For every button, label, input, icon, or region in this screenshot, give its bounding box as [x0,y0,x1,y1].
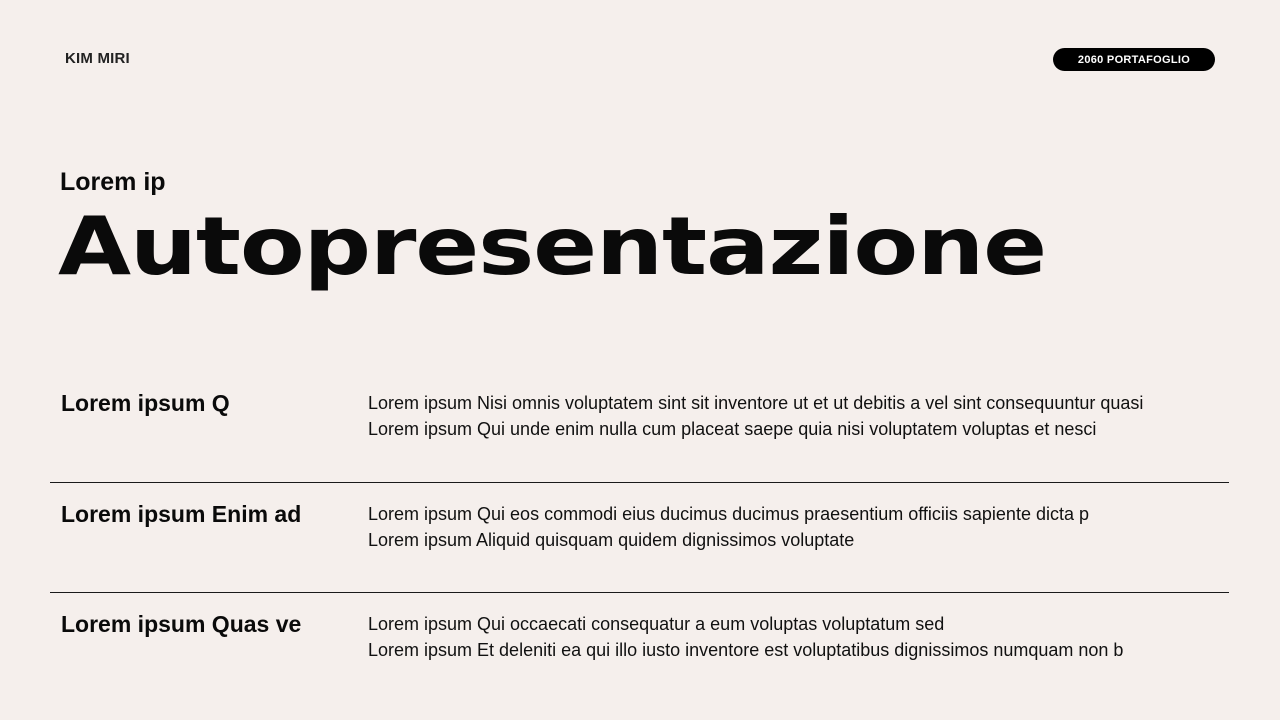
row-title: Lorem ipsum Q [61,390,230,416]
row-line: Lorem ipsum Qui occaecati consequatur a eum voluptas voluptatum sed [368,614,945,634]
info-row [50,482,1229,592]
info-row [50,592,1229,702]
portfolio-badge: 2060 PORTAFOGLIO [1053,48,1215,71]
row-body [368,501,1218,553]
page-title: Autopresentazione [58,200,1046,293]
info-rows [50,372,1229,702]
row-line: Lorem ipsum Nisi omnis voluptatem sint sit inventore ut et ut debitis a vel sint consequuntur quasi [368,393,1144,413]
row-line: Lorem ipsum Et deleniti ea qui illo iusto inventore est voluptatibus dignissimos numquam non b [368,640,1124,660]
brand-name: KIM MIRI [65,50,130,67]
row-body [368,390,1218,442]
row-line: Lorem ipsum Aliquid quisquam quidem dignissimos voluptate [368,530,855,550]
row-line: Lorem ipsum Qui unde enim nulla cum placeat saepe quia nisi voluptatem voluptas et nesci [368,419,1097,439]
row-title: Lorem ipsum Quas ve [61,611,302,637]
info-row [50,372,1229,482]
row-body [368,611,1218,663]
row-title: Lorem ipsum Enim ad [61,501,302,527]
section-subtitle: Lorem ip [60,168,166,196]
row-line: Lorem ipsum Qui eos commodi eius ducimus ducimus praesentium officiis sapiente dicta p [368,504,1089,524]
